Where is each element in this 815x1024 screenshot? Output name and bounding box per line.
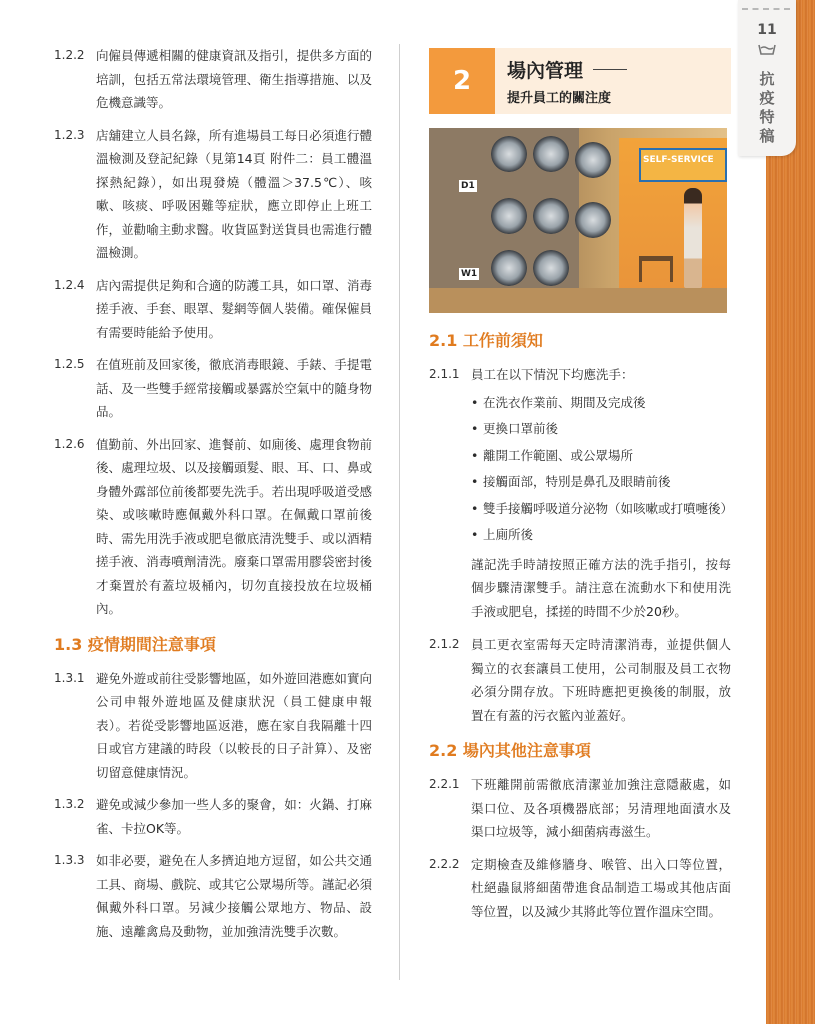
column-divider — [399, 44, 400, 980]
washer-door — [575, 202, 611, 238]
chapter-body — [495, 48, 731, 114]
item-text: 下班離開前需徹底清潔並加強注意隱蔽處，如渠口位、及各項機器底部；另清理地面漬水及渠口垃圾等，減小細菌病毒滋生。 — [471, 777, 731, 839]
item-text: 向僱員傳遞相關的健康資訊及指引，提供多方面的培訓，包括五常法環境管理、衛生指導措施、以及危機意識等。 — [96, 48, 372, 110]
washer-door — [491, 198, 527, 234]
section-heading-1-3: 1.3 疫情期間注意事項 — [54, 634, 216, 654]
person-figure — [684, 188, 702, 288]
chapter-title-row — [507, 56, 731, 83]
chapter-header — [429, 48, 731, 114]
washer-door — [533, 250, 569, 286]
list-item — [429, 853, 731, 924]
page-number: 11 — [757, 22, 777, 38]
machine-tag: W1 — [461, 269, 478, 279]
list-item — [54, 44, 372, 115]
side-title-char: 特 — [759, 108, 775, 126]
list-item — [54, 793, 372, 840]
laundry-photo — [429, 128, 727, 313]
item-text: 避免外遊或前往受影響地區，如外遊回港應如實向公司申報外遊地區及健康狀況（員工健康申報表）。若從受影響地區返港，應在家自我隔離十四日或官方建議的時段（以較長的日子計算）、及密切留意健康情況。 — [96, 670, 372, 780]
chapter-title: 場內管理 — [507, 60, 584, 82]
list-item — [54, 353, 372, 424]
hand-wash-note: 謹記洗手時請按照正確方法的洗手指引，按每個步驟清潔雙手。請注意在流動水下和使用洗手液或肥皂，揉搓的時間不少於20秒。 — [471, 556, 731, 619]
list-item — [429, 363, 731, 387]
side-tab — [738, 0, 796, 156]
bullet-item: • 雙手接觸呼吸道分泌物（如咳嗽或打噴嚏後） — [471, 497, 731, 521]
item-number: 1.2.6 — [54, 436, 85, 451]
list-item — [54, 124, 372, 265]
side-title-char: 疫 — [759, 89, 775, 107]
list-item — [54, 849, 372, 943]
washer-door — [533, 198, 569, 234]
item-text: 員工更衣室需每天定時清潔消毒，並提供個人獨立的衣套讓員工使用，公司制服及員工衣物必須分開存放。下班時應把更換後的制服，放置在有蓋的污衣籃內並蓋好。 — [471, 637, 731, 723]
machine-tag: D1 — [461, 181, 475, 191]
item-text: 員工在以下情況下均應洗手： — [471, 367, 634, 382]
shop-sign-text: SELF-SERVICE — [643, 155, 714, 165]
item-text: 店內需提供足夠和合適的防護工具，如口罩、消毒搓手液、手套、眼罩、髮網等個人裝備。確保僱員有需要時能給予使用。 — [96, 277, 372, 340]
bullet-item: • 在洗衣作業前、期間及完成後 — [471, 391, 731, 415]
item-text: 避免或減少參加一些人多的聚會，如：火鍋、打麻雀、卡拉OK等。 — [96, 797, 372, 836]
item-number: 1.3.3 — [54, 853, 85, 867]
chapter-number: 2 — [429, 48, 495, 114]
stitch-divider — [742, 8, 790, 10]
list-item — [429, 633, 731, 727]
chapter-subtitle: 提升員工的關注度 — [507, 91, 612, 106]
item-number: 1.3.1 — [54, 670, 85, 685]
title-dash — [593, 69, 627, 70]
left-column — [54, 44, 372, 952]
photo-floor — [429, 288, 727, 313]
right-column — [429, 48, 734, 932]
washer-door — [491, 136, 527, 172]
side-title-char: 稿 — [759, 127, 775, 145]
bullet-item: • 接觸面部，特別是鼻孔及眼睛前後 — [471, 470, 731, 494]
washer-door — [533, 136, 569, 172]
list-item — [429, 773, 731, 844]
bullet-item: • 上廁所後 — [471, 523, 731, 547]
side-title — [738, 70, 796, 146]
list-item — [54, 433, 372, 621]
item-text: 店舖建立人員名錄，所有進場員工每日必須進行體溫檢測及登記紀錄（見第14頁 附件二：員工體溫探熱紀錄），如出現發燒（體溫＞37.5℃）、咳嗽、咳痰、呼吸困難等症狀，應立即停止上班工作，並勸喻主動求醫。收貨區對送貨員也需進行體溫檢測。 — [96, 127, 372, 260]
bullet-item: • 離開工作範圍、或公眾場所 — [471, 444, 731, 468]
list-item — [54, 274, 372, 345]
side-title-char: 抗 — [759, 70, 775, 88]
section-heading-2-2: 2.2 場內其他注意事項 — [429, 741, 591, 760]
washer-door — [491, 250, 527, 286]
item-text: 值勤前、外出回家、進餐前、如廁後、處理食物前後、處理垃圾、以及接觸頭髮、眼、耳、口、鼻或身體外露部位前後都要先洗手。若出現呼吸道受感染、或咳嗽時應佩戴外科口罩。在佩戴口罩前後時、需先用洗手液或肥皂徹底清洗雙手、或以酒精搓手液、消毒噴劑清洗。廢棄口罩需用膠袋密封後才棄置於有蓋垃圾桶內，切勿直接投放在垃圾桶內。 — [96, 436, 372, 616]
section-heading-2-1: 2.1 工作前須知 — [429, 331, 543, 350]
bench — [639, 256, 673, 282]
item-number: 1.2.4 — [54, 277, 85, 292]
item-number: 2.1.2 — [429, 637, 460, 651]
bullet-item: • 更換口罩前後 — [471, 417, 731, 441]
shop-sign — [639, 148, 727, 182]
item-number: 2.1.1 — [429, 367, 460, 381]
item-number: 1.2.3 — [54, 127, 85, 142]
item-text: 在值班前及回家後，徹底消毒眼鏡、手錶、手提電話、及一些雙手經常接觸或暴露於空氣中的隨身物品。 — [96, 357, 372, 419]
item-number: 1.2.5 — [54, 357, 85, 371]
wash-tub-icon — [758, 42, 776, 56]
list-item — [54, 667, 372, 785]
item-number: 2.2.2 — [429, 856, 460, 871]
item-text: 如非必要，避免在人多擠迫地方逗留，如公共交通工具、商場、戲院、或其它公眾場所等。謹記必須佩戴外科口罩。另減少接觸公眾地方、物品、設施、遠離禽鳥及動物，並加強清洗雙手次數。 — [96, 853, 372, 939]
item-number: 1.3.2 — [54, 797, 85, 811]
hand-wash-list — [471, 391, 734, 547]
item-number: 2.2.1 — [429, 777, 460, 791]
washer-door — [575, 142, 611, 178]
item-text: 定期檢查及維修牆身、喉管、出入口等位置，杜絕蟲鼠將細菌帶進食品制造工場或其他店面等位置，以及減少其將此等位置作溫床空間。 — [471, 856, 731, 919]
item-number: 1.2.2 — [54, 48, 85, 62]
